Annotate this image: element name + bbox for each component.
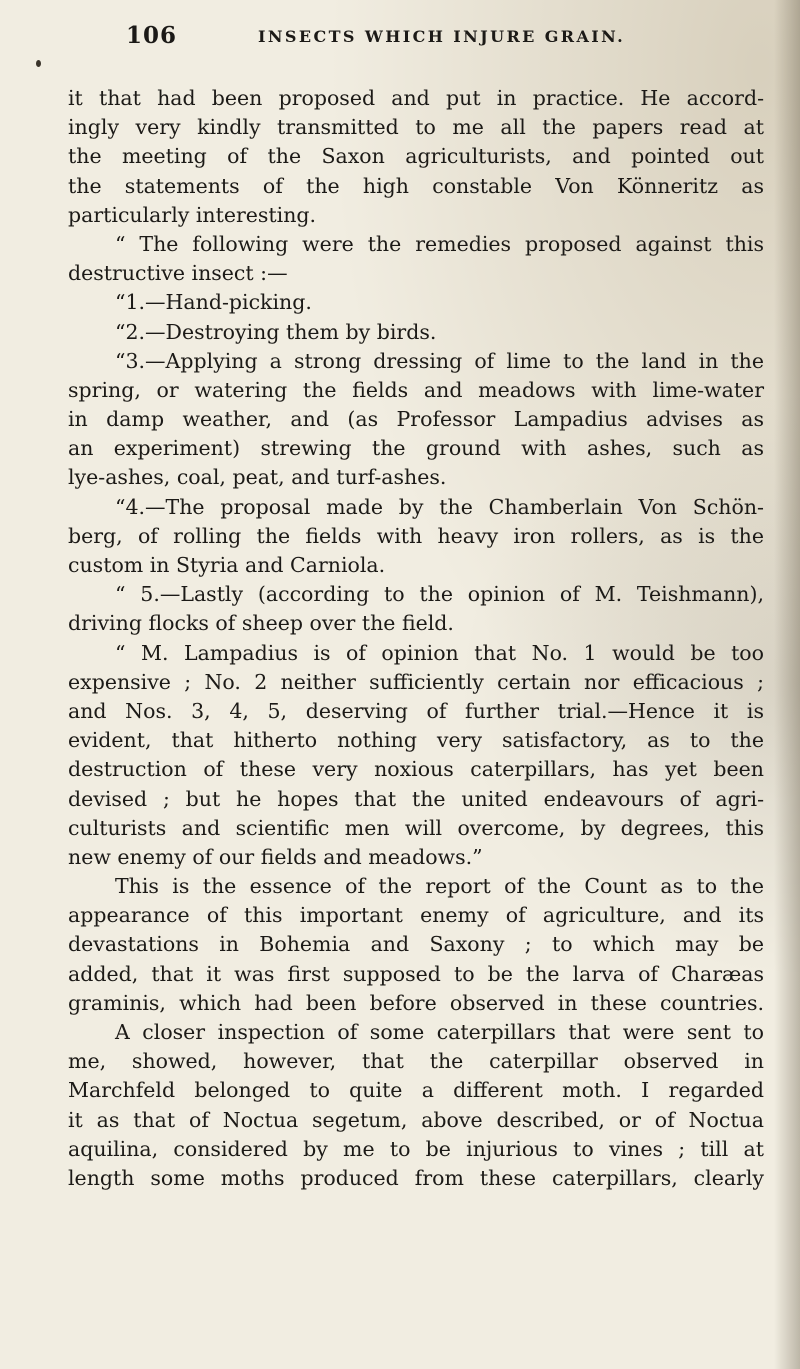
text-line: it as that of Noctua segetum, above described, or of Noctua xyxy=(68,1107,764,1132)
text-line: ingly very kindly transmitted to me all the papers read at xyxy=(68,115,764,140)
body-text xyxy=(68,84,764,1193)
text-line: custom in Styria and Carniola. xyxy=(68,553,386,577)
text-line: an experiment) strewing the ground with ashes, such as xyxy=(68,436,764,461)
page-number: 106 xyxy=(126,22,178,49)
text-line: “ The following were the remedies proposed against this xyxy=(115,231,764,256)
text-line: me, showed, however, that the caterpillar observed in xyxy=(68,1049,764,1074)
text-line: “ M. Lampadius is of opinion that No. 1 would be too xyxy=(115,640,764,665)
text-line: “1.—Hand-picking. xyxy=(115,290,312,315)
text-line: “4.—The proposal made by the Chamberlain Von Schön- xyxy=(115,494,764,519)
ink-speck xyxy=(36,60,41,67)
text-line: appearance of this important enemy of agriculture, and its xyxy=(68,903,764,928)
text-line: culturists and scientific men will overcome, by degrees, this xyxy=(68,815,764,840)
text-line: spring, or watering the fields and meadows with lime-water xyxy=(68,377,764,402)
text-line: “ 5.—Lastly (according to the opinion of M. Teishmann), xyxy=(115,582,764,607)
text-line: evident, that hitherto nothing very satisfactory, as to the xyxy=(68,728,764,753)
text-line: and Nos. 3, 4, 5, deserving of further trial.—Hence it is xyxy=(68,698,764,723)
text-line: length some moths produced from these caterpillars, clearly xyxy=(68,1165,764,1190)
text-line: devastations in Bohemia and Saxony ; to which may be xyxy=(68,932,764,957)
text-line: the meeting of the Saxon agriculturists, and pointed out xyxy=(68,144,764,169)
text-line: driving flocks of sheep over the field. xyxy=(68,611,454,636)
running-head: INSECTS WHICH INJURE GRAIN. xyxy=(258,27,626,46)
text-line: “2.—Destroying them by birds. xyxy=(115,319,437,344)
text-line: destructive insect :— xyxy=(68,261,288,286)
text-line: new enemy of our fields and meadows.” xyxy=(68,844,483,869)
text-line: destruction of these very noxious caterpillars, has yet been xyxy=(68,757,764,782)
text-line: devised ; but he hopes that the united endeavours of agri- xyxy=(68,786,764,811)
text-line: aquilina, considered by me to be injurious to vines ; till at xyxy=(68,1136,764,1161)
text-line: particularly interesting. xyxy=(68,202,317,227)
text-line: berg, of rolling the fields with heavy iron rollers, as is the xyxy=(68,523,764,548)
text-line: graminis, which had been before observed in these countries. xyxy=(68,990,764,1015)
text-line: This is the essence of the report of the Count as to the xyxy=(115,874,764,899)
text-line: added, that it was first supposed to be the larva of Charæas xyxy=(68,961,764,986)
text-line: Marchfeld belonged to quite a different moth. I regarded xyxy=(68,1078,764,1103)
page-header xyxy=(126,22,766,52)
text-line: lye-ashes, coal, peat, and turf-ashes. xyxy=(68,465,447,490)
text-line: in damp weather, and (as Professor Lampadius advises as xyxy=(68,407,764,432)
text-line: “3.—Applying a strong dressing of lime to the land in the xyxy=(115,348,764,373)
text-line: A closer inspection of some caterpillars that were sent to xyxy=(115,1020,764,1044)
text-line: it that had been proposed and put in practice. He accord- xyxy=(68,86,764,110)
text-line: the statements of the high constable Von Könneritz as xyxy=(68,173,764,198)
text-line: expensive ; No. 2 neither sufficiently certain nor efficacious ; xyxy=(68,669,764,694)
page-edge-shadow xyxy=(774,0,800,1369)
